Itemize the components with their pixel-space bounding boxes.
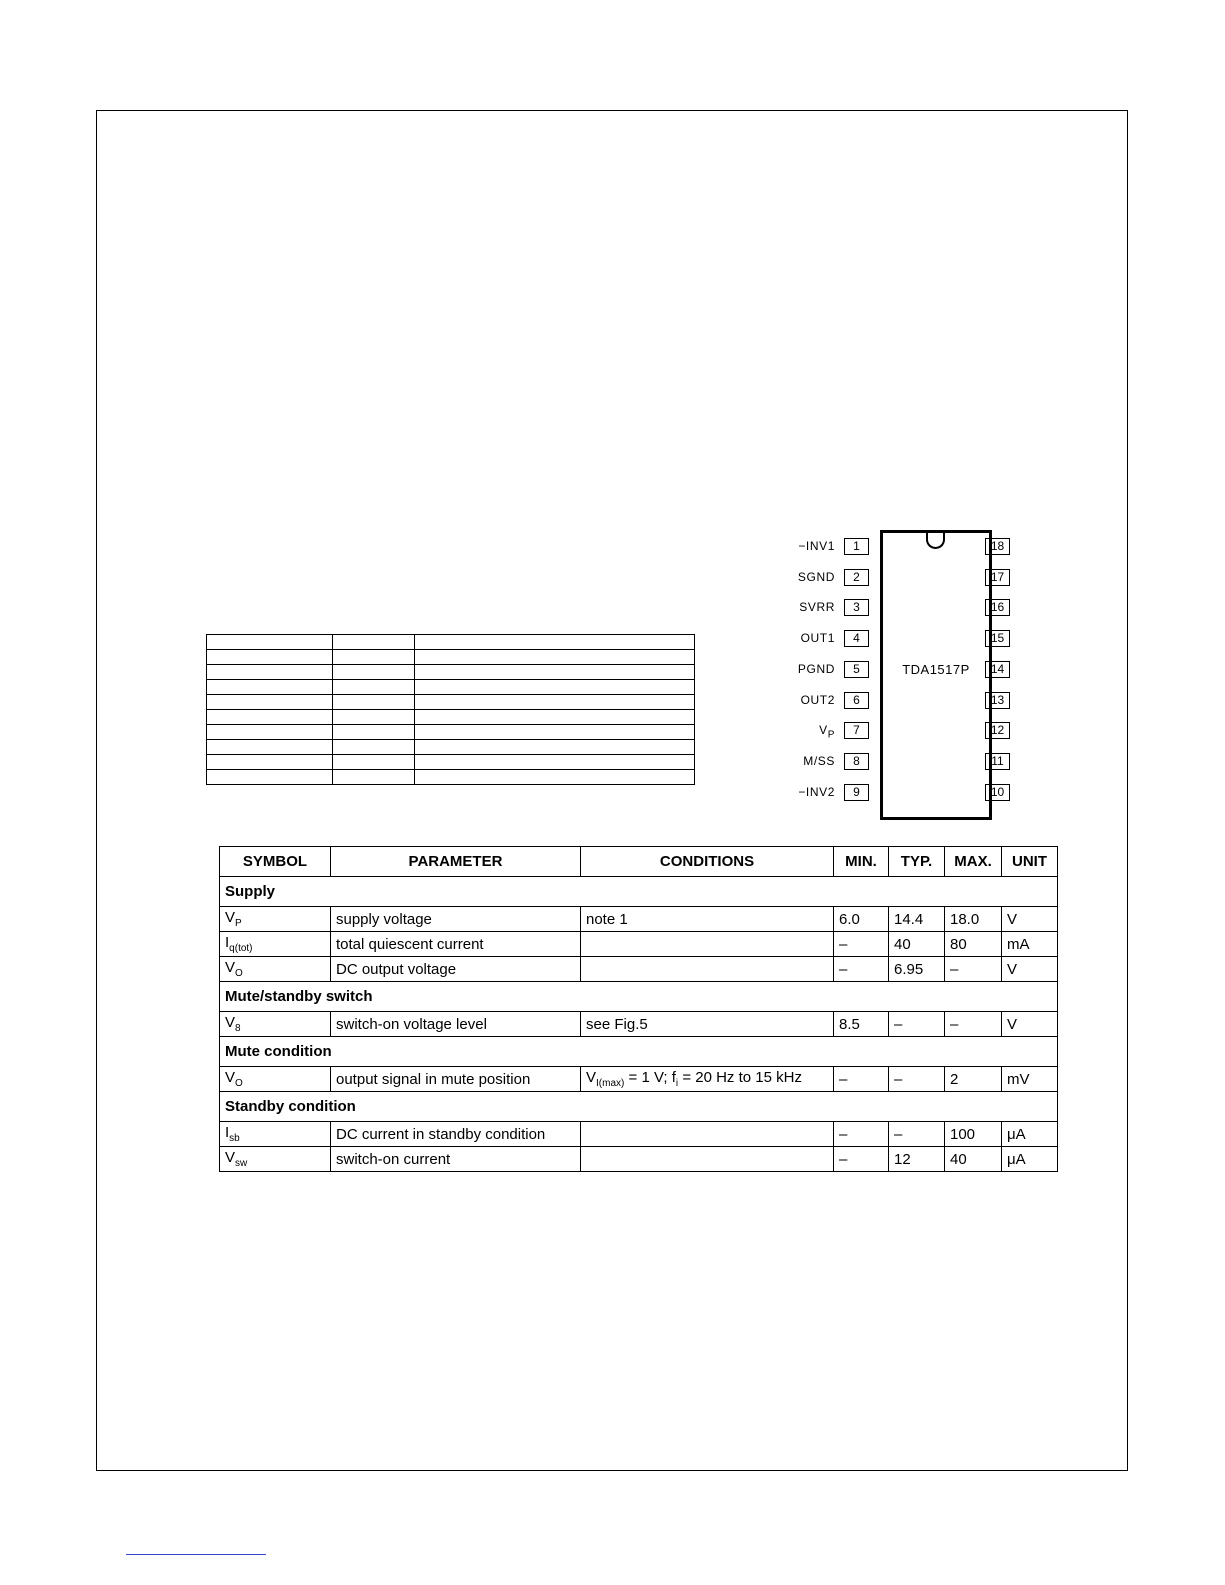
pin-table-cell bbox=[333, 755, 415, 770]
pin-number: 1 bbox=[844, 538, 869, 555]
pin-table-cell bbox=[207, 650, 333, 665]
table-row bbox=[220, 907, 1058, 932]
unit-cell: V bbox=[1002, 957, 1058, 982]
typ-cell: 6.95 bbox=[889, 957, 945, 982]
quick-reference-table bbox=[219, 846, 1058, 1172]
symbol-cell: $V_{sw}$ bbox=[220, 1147, 331, 1172]
pin-table-row bbox=[207, 680, 695, 695]
pin-number: 2 bbox=[844, 569, 869, 586]
section-row bbox=[220, 982, 1058, 1012]
pin-table-row bbox=[207, 635, 695, 650]
typ-cell: – bbox=[889, 1122, 945, 1147]
parameter-cell: switch-on current bbox=[331, 1147, 581, 1172]
pin-number: 18 bbox=[985, 538, 1010, 555]
pin-table-cell bbox=[415, 710, 695, 725]
pin-table-cell bbox=[415, 635, 695, 650]
column-header: UNIT bbox=[1002, 847, 1058, 877]
column-header: TYP. bbox=[889, 847, 945, 877]
max-cell: 40 bbox=[945, 1147, 1002, 1172]
pin-table-cell bbox=[207, 710, 333, 725]
max-cell: 100 bbox=[945, 1122, 1002, 1147]
min-cell: 6.0 bbox=[834, 907, 889, 932]
pin-number: 12 bbox=[985, 722, 1010, 739]
pin-table-row bbox=[207, 770, 695, 785]
pin-label: M/SS bbox=[803, 753, 835, 768]
symbol-cell: $V_O$ bbox=[220, 957, 331, 982]
pin-description-table bbox=[206, 634, 695, 785]
pin-table-cell bbox=[333, 770, 415, 785]
table-row bbox=[220, 1147, 1058, 1172]
pin-table-cell bbox=[333, 680, 415, 695]
conditions-cell: note 1 bbox=[581, 907, 834, 932]
column-header: PARAMETER bbox=[331, 847, 581, 877]
conditions-cell: $V_{I(max)} = 1$ V; $f_i = 20$ Hz to 15 kHz bbox=[581, 1067, 834, 1092]
typ-cell: – bbox=[889, 1067, 945, 1092]
max-cell: – bbox=[945, 957, 1002, 982]
section-row bbox=[220, 1037, 1058, 1067]
pin-table-cell bbox=[415, 770, 695, 785]
unit-cell: μA bbox=[1002, 1147, 1058, 1172]
parameter-cell: total quiescent current bbox=[331, 932, 581, 957]
pin-number: 5 bbox=[844, 661, 869, 678]
parameter-cell: switch-on voltage level bbox=[331, 1012, 581, 1037]
pin-table-cell bbox=[207, 665, 333, 680]
pin-number: 16 bbox=[985, 599, 1010, 616]
min-cell: – bbox=[834, 932, 889, 957]
table-header-row bbox=[220, 847, 1058, 877]
conditions-cell bbox=[581, 1147, 834, 1172]
conditions-cell bbox=[581, 957, 834, 982]
symbol-cell: $V_P$ bbox=[220, 907, 331, 932]
pin-table-cell bbox=[415, 740, 695, 755]
pin-number: 17 bbox=[985, 569, 1010, 586]
symbol-cell: $V_O$ bbox=[220, 1067, 331, 1092]
parameter-cell: DC current in standby condition bbox=[331, 1122, 581, 1147]
pin-table-cell bbox=[207, 755, 333, 770]
pin-table-row bbox=[207, 650, 695, 665]
pin-table-row bbox=[207, 740, 695, 755]
conditions-cell: see Fig.5 bbox=[581, 1012, 834, 1037]
pin-table-cell bbox=[333, 725, 415, 740]
unit-cell: mV bbox=[1002, 1067, 1058, 1092]
pin-table-cell bbox=[207, 740, 333, 755]
ic-name: TDA1517P bbox=[902, 662, 970, 677]
pin-table-cell bbox=[333, 665, 415, 680]
table-row bbox=[220, 932, 1058, 957]
pin-table-cell bbox=[207, 770, 333, 785]
typ-cell: – bbox=[889, 1012, 945, 1037]
pin-table-row bbox=[207, 665, 695, 680]
max-cell: 18.0 bbox=[945, 907, 1002, 932]
pin-number: 4 bbox=[844, 630, 869, 647]
pin-table-row bbox=[207, 755, 695, 770]
pin-table-cell bbox=[415, 680, 695, 695]
pin-number: 9 bbox=[844, 784, 869, 801]
symbol-cell: $V_8$ bbox=[220, 1012, 331, 1037]
section-title: Mute/standby switch bbox=[220, 982, 1058, 1012]
section-row bbox=[220, 877, 1058, 907]
unit-cell: V bbox=[1002, 1012, 1058, 1037]
column-header: CONDITIONS bbox=[581, 847, 834, 877]
pin-label: OUT2 bbox=[800, 692, 835, 707]
pin-table-cell bbox=[333, 710, 415, 725]
section-title: Standby condition bbox=[220, 1092, 1058, 1122]
pin-number: 15 bbox=[985, 630, 1010, 647]
parameter-cell: supply voltage bbox=[331, 907, 581, 932]
pin-number: 6 bbox=[844, 692, 869, 709]
column-header: MAX. bbox=[945, 847, 1002, 877]
pin-table-row bbox=[207, 725, 695, 740]
section-title: Mute condition bbox=[220, 1037, 1058, 1067]
max-cell: – bbox=[945, 1012, 1002, 1037]
pin-configuration-diagram bbox=[780, 525, 1030, 825]
min-cell: – bbox=[834, 1067, 889, 1092]
pin-number: 14 bbox=[985, 661, 1010, 678]
typ-cell: 40 bbox=[889, 932, 945, 957]
unit-cell: V bbox=[1002, 907, 1058, 932]
pin-number: 8 bbox=[844, 753, 869, 770]
pin-number: 3 bbox=[844, 599, 869, 616]
pin-table-cell bbox=[207, 695, 333, 710]
table-row bbox=[220, 1067, 1058, 1092]
ic-notch bbox=[926, 530, 945, 549]
symbol-cell: $I_{q(tot)}$ bbox=[220, 932, 331, 957]
pin-table-row bbox=[207, 695, 695, 710]
pin-table-cell bbox=[415, 755, 695, 770]
unit-cell: μA bbox=[1002, 1122, 1058, 1147]
symbol-cell: $I_{sb}$ bbox=[220, 1122, 331, 1147]
pin-number: 7 bbox=[844, 722, 869, 739]
column-header: SYMBOL bbox=[220, 847, 331, 877]
pin-table-cell bbox=[333, 635, 415, 650]
pin-label: −INV2 bbox=[798, 784, 835, 799]
footer-link-line bbox=[126, 1554, 266, 1555]
pin-label: SGND bbox=[797, 569, 835, 584]
pin-label: −INV1 bbox=[798, 539, 835, 553]
table-row bbox=[220, 1012, 1058, 1037]
pin-number: 10 bbox=[985, 784, 1010, 801]
table-row bbox=[220, 1122, 1058, 1147]
unit-cell: mA bbox=[1002, 932, 1058, 957]
max-cell: 2 bbox=[945, 1067, 1002, 1092]
section-row bbox=[220, 1092, 1058, 1122]
min-cell: – bbox=[834, 957, 889, 982]
max-cell: 80 bbox=[945, 932, 1002, 957]
min-cell: – bbox=[834, 1147, 889, 1172]
pin-label: PGND bbox=[797, 661, 835, 676]
conditions-cell bbox=[581, 932, 834, 957]
pin-table-cell bbox=[415, 650, 695, 665]
parameter-cell: DC output voltage bbox=[331, 957, 581, 982]
pin-number: 11 bbox=[985, 753, 1010, 770]
conditions-cell bbox=[581, 1122, 834, 1147]
pin-table-cell bbox=[415, 695, 695, 710]
pin-number: 13 bbox=[985, 692, 1010, 709]
typ-cell: 14.4 bbox=[889, 907, 945, 932]
pin-table-cell bbox=[333, 740, 415, 755]
pin-table-cell bbox=[207, 725, 333, 740]
pin-label: SVRR bbox=[799, 600, 835, 615]
min-cell: – bbox=[834, 1122, 889, 1147]
pin-label: $V_P$ bbox=[819, 723, 835, 741]
min-cell: 8.5 bbox=[834, 1012, 889, 1037]
pin-table-cell bbox=[333, 695, 415, 710]
column-header: MIN. bbox=[834, 847, 889, 877]
pin-table-cell bbox=[415, 665, 695, 680]
parameter-cell: output signal in mute position bbox=[331, 1067, 581, 1092]
pin-table-cell bbox=[207, 680, 333, 695]
table-row bbox=[220, 957, 1058, 982]
pin-table-cell bbox=[333, 650, 415, 665]
pin-table-cell bbox=[415, 725, 695, 740]
section-title: Supply bbox=[220, 877, 1058, 907]
typ-cell: 12 bbox=[889, 1147, 945, 1172]
pin-table-row bbox=[207, 710, 695, 725]
pin-label: OUT1 bbox=[800, 631, 835, 646]
pin-table-cell bbox=[207, 635, 333, 650]
